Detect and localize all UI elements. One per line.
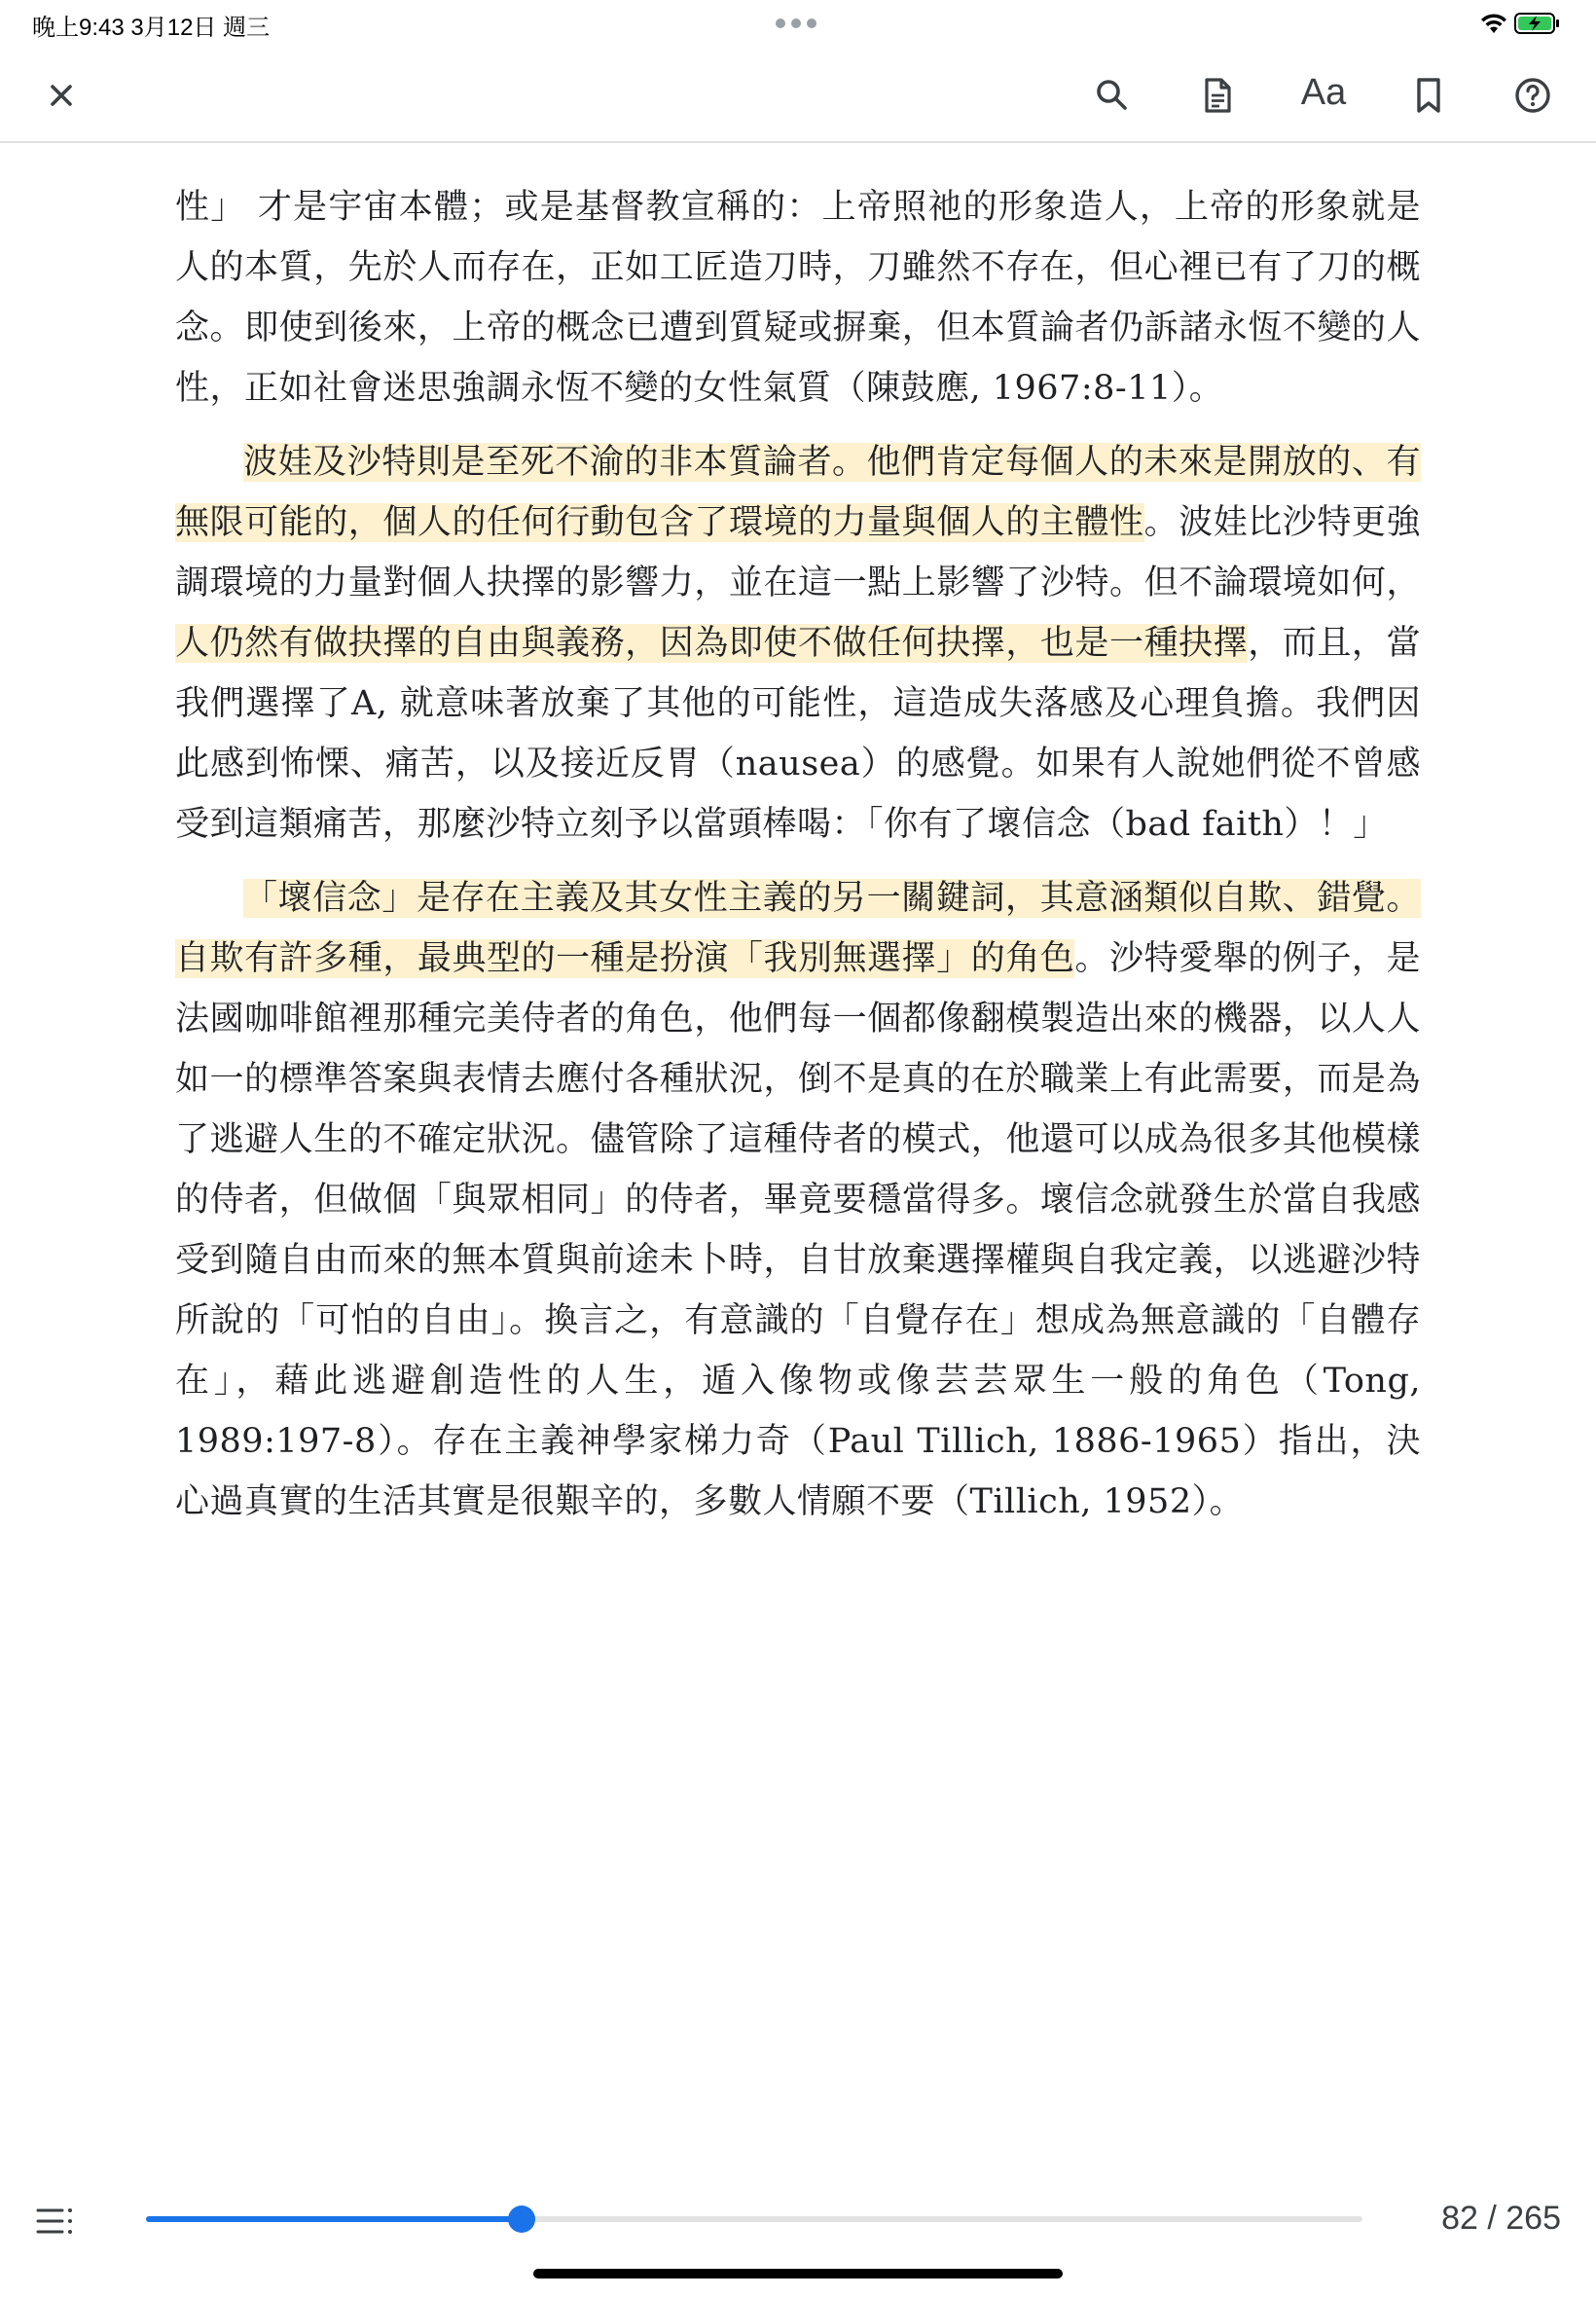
close-button[interactable] [37, 71, 86, 120]
highlighted-text[interactable]: 「壞信念」是存在主義及其女性主義的另一關鍵詞，其意涵類似自欺、錯覺。自欺有許多種，最典型的一種是扮演「我別無選擇」的角色 [175, 879, 1421, 978]
notes-button[interactable] [1193, 71, 1242, 120]
home-indicator[interactable] [533, 2269, 1063, 2279]
slider-thumb[interactable] [508, 2206, 535, 2233]
search-icon [1093, 76, 1132, 115]
paragraph-text: 性」 才是宇宙本體；或是基督教宣稱的：上帝照祂的形象造人，上帝的形象就是人的本質，先於人而存在，正如工匠造刀時，刀雖然不存在，但心裡已有了刀的概念。即使到後來，上帝的概念已遭到質疑或摒棄，但本質論者仍訴諸永恆不變的人性，正如社會迷思強調永恆不變的女性氣質（陳鼓應, 1967:8-11）。 [175, 188, 1421, 408]
page-navigation-bar [0, 2180, 1596, 2258]
help-button[interactable] [1508, 71, 1557, 120]
table-of-contents-icon[interactable] [35, 2202, 74, 2241]
paragraph-text: ，而且，當我們選擇了A, 就意味著放棄了其他的可能性，這造成失落感及心理負擔。我們因此感到怖慄、痛苦，以及接近反胃（nausea）的感覺。如果有人說她們從不曾感受到這類痛苦，那麼沙特立刻予以當頭棒喝：「你有了壞信念（bad faith）！」 [175, 624, 1421, 844]
multitasking-dots-icon[interactable] [776, 18, 816, 28]
status-bar [0, 0, 1596, 47]
battery-charging-icon [1514, 12, 1561, 35]
highlighted-text[interactable]: 波娃及沙特則是至死不渝的非本質論者。他們肯定每個人的未來是開放的、有無限可能的，個人的任何行動包含了環境的力量與個人的主體性 [175, 443, 1421, 542]
page-counter: 82 / 265 [1441, 2200, 1561, 2237]
search-button[interactable] [1088, 71, 1137, 120]
reader-toolbar [0, 47, 1596, 143]
document-icon [1198, 76, 1237, 115]
bookmark-icon [1409, 76, 1448, 115]
paragraph-text: 。波娃比沙特更強調環境的力量對個人抉擇的影響力，並在這一點上影響了沙特。但不論環境如何， [175, 503, 1421, 602]
book-page-content[interactable] [175, 177, 1421, 1546]
status-time: 晚上9:43 3月12日 週三 [32, 15, 271, 41]
progress-fill [146, 2216, 522, 2222]
paragraph [175, 868, 1421, 1532]
paragraph [175, 432, 1421, 855]
paragraph-text: 。沙特愛舉的例子，是法國咖啡館裡那種完美侍者的角色，他們每一個都像翻模製造出來的機器，以人人如一的標準答案與表情去應付各種狀況，倒不是真的在於職業上有此需要，而是為了逃避人生的不確定狀況。儘管除了這種侍者的模式，他還可以成為很多其他模樣的侍者，但做個「與眾相同」的侍者，畢竟要穩當得多。壞信念就發生於當自我感受到隨自由而來的無本質與前途未卜時，自甘放棄選擇權與自我定義，以逃避沙特所說的「可怕的自由」。換言之，有意識的「自覺存在」想成為無意識的「自體存在」，藉此逃避創造性的人生，遁入像物或像芸芸眾生一般的角色（Tong, 1989:197-8）。存在主義神學家梯力奇（Paul Tillich, 1886-1965）指出，決心過真實的生活其實是很艱辛的，多數人情願不要（Tillich, 1952）。 [175, 939, 1421, 1521]
help-icon [1513, 76, 1552, 115]
close-icon [42, 76, 81, 115]
bookmark-button[interactable] [1404, 71, 1453, 120]
font-settings-button[interactable]: Aa [1300, 71, 1347, 113]
highlighted-text[interactable]: 人仍然有做抉擇的自由與義務，因為即使不做任何抉擇，也是一種抉擇 [175, 624, 1249, 663]
wifi-icon [1479, 12, 1508, 35]
paragraph [175, 177, 1421, 419]
page-progress-slider[interactable] [146, 2216, 1362, 2222]
